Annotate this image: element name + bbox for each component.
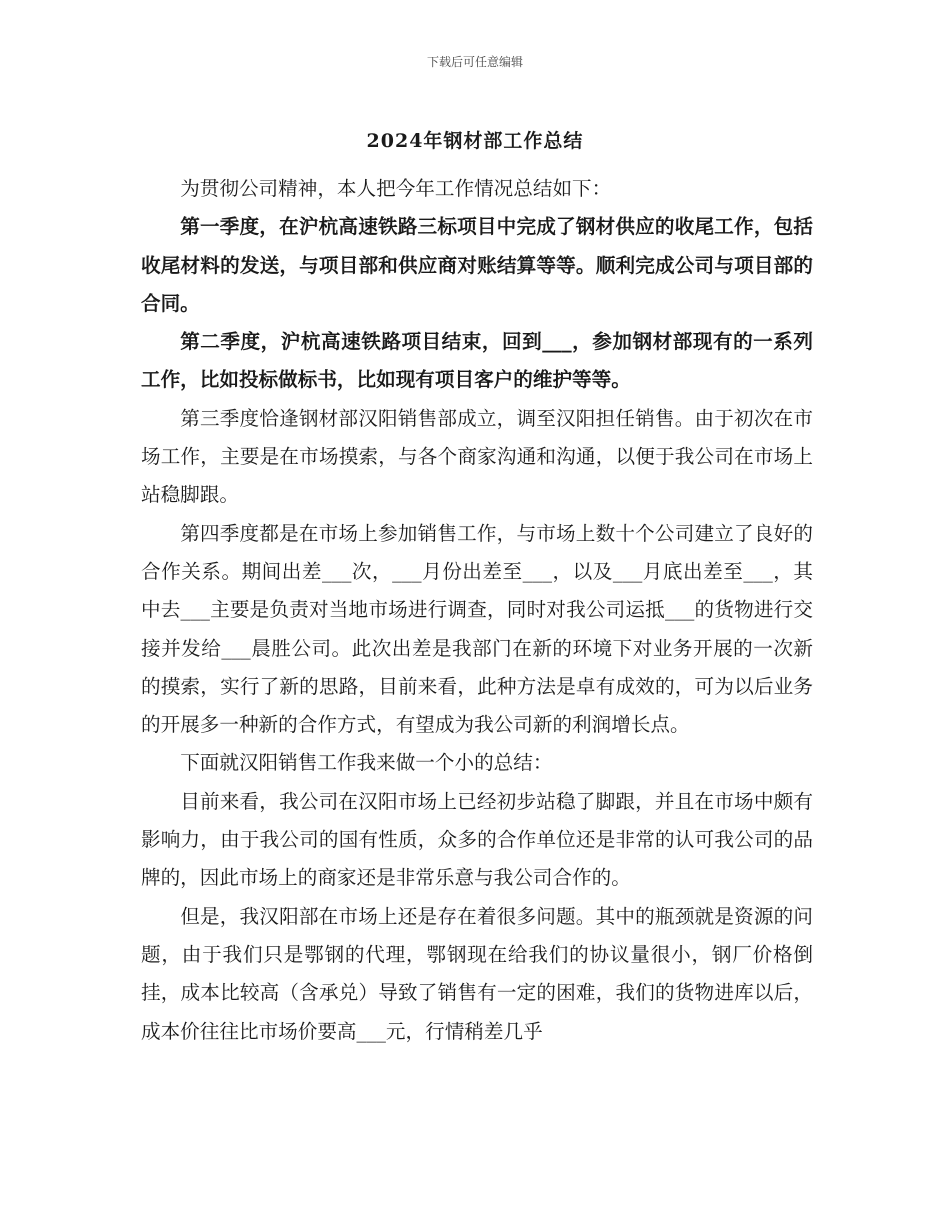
paragraph-intro: 为贯彻公司精神，本人把今年工作情况总结如下： — [180, 177, 612, 200]
paragraph-summary-intro: 下面就汉阳销售工作我来做一个小的总结： — [180, 751, 553, 775]
paragraph-q2: 第二季度，沪杭高速铁路项目结束，回到___，参加钢材部现有的一系列工作，比如投标做标书，比如现有项目客户的维护等等。 — [141, 330, 813, 392]
paragraph-market-status: 目前来看，我公司在汉阳市场上已经初步站稳了脚跟，并且在市场中颇有影响力，由于我公司的国有性质，众多的合作单位还是非常的认可我公司的品牌的，因此市场上的商家还是非常乐意与我公司合作的。 — [141, 789, 813, 890]
document-title: 2024年钢材部工作总结 — [366, 130, 584, 152]
page-header-note: 下载后可任意编辑 — [426, 55, 523, 69]
document-body — [141, 170, 813, 1051]
paragraph-q4: 第四季度都是在市场上参加销售工作，与市场上数十个公司建立了良好的合作关系。期间出差___次，___月份出差至___，以及___月底出差至___，其中去___主要是负责对当地市场进行调查，同时对我公司运抵___的货物进行交接并发给___晨胜公司。此次出差是我部门在新的环境下对业务开展的一次新的摸索，实行了新的思路，目前来看，此种方法是卓有成效的，可为以后业务的开展多一种新的合作方式，有望成为我公司新的利润增长点。 — [141, 521, 813, 737]
paragraph-problems: 但是，我汉阳部在市场上还是存在着很多问题。其中的瓶颈就是资源的问题，由于我们只是鄂钢的代理，鄂钢现在给我们的协议量很小，钢厂价格倒挂，成本比较高（含承兑）导致了销售有一定的困难，我们的货物进库以后，成本价往往比市场价要高___元，行情稍差几乎 — [141, 904, 813, 1043]
paragraph-q3: 第三季度恰逢钢材部汉阳销售部成立，调至汉阳担任销售。由于初次在市场工作，主要是在市场摸索，与各个商家沟通和沟通，以便于我公司在市场上站稳脚跟。 — [141, 406, 813, 507]
paragraph-q1: 第一季度，在沪杭高速铁路三标项目中完成了钢材供应的收尾工作，包括收尾材料的发送，与项目部和供应商对账结算等等。顺利完成公司与项目部的合同。 — [141, 215, 813, 315]
